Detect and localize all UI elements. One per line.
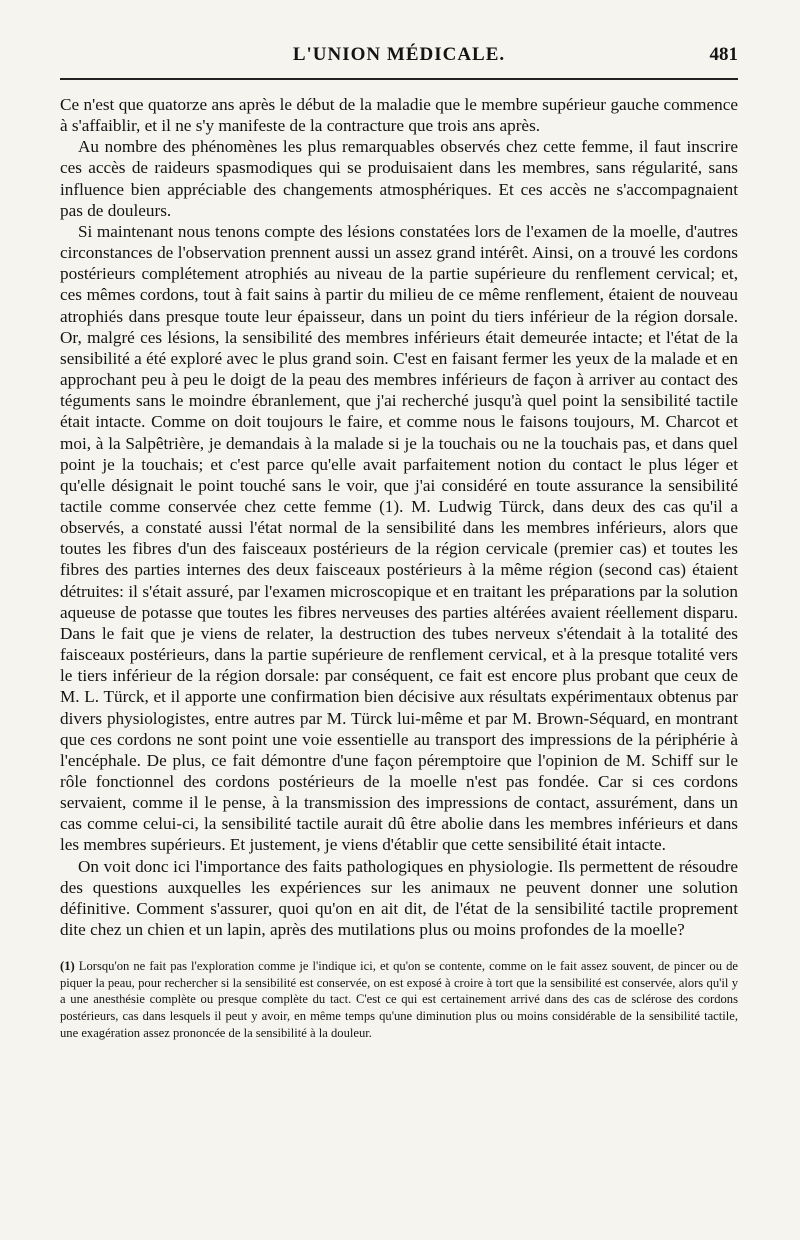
paragraph-4: On voit donc ici l'importance des faits pathologiques en physiologie. Ils permettent de résoudre des questions auxquelles les expériences sur les animaux ne peuvent donner une solution définitive. Comment s'assurer, quoi qu'on en ait dit, de l'état de la sensibilité tactile proprement dite chez un chien et un lapin, après des mutilations plus ou moins profondes de la moelle? (60, 856, 738, 940)
page-number: 481 (709, 44, 738, 65)
footnote-text: Lorsqu'on ne fait pas l'exploration comme je l'indique ici, et qu'on se contente, comme on le fait assez souvent, de pincer ou de piquer la peau, pour rechercher si la sensibilité est conservée, on est exposé à croire à tort que la sensibilité est conservée, alors qu'il y a une anesthésie complète ou presque complète du tact. C'est ce qui est certainement arrivé dans des cas de sclérose des cordons postérieurs, cas dans lesquels il peut y avoir, en même temps qu'une diminution plus ou moins considérable de la sensibilité tactile, une exagération assez prononcée de la sensibilité à la douleur. (60, 959, 738, 1040)
footnote-marker: (1) (60, 959, 79, 974)
paragraph-1: Ce n'est que quatorze ans après le début de la maladie que le membre supérieur gauche commence à s'affaiblir, et il ne s'y manifeste de la contracture que trois ans après. (60, 95, 738, 136)
footnote (60, 958, 738, 1041)
header-rule (60, 78, 738, 80)
paragraph-3: Si maintenant nous tenons compte des lésions constatées lors de l'examen de la moelle, d'autres circonstances de l'observation prennent aussi un assez grand intérêt. Ainsi, on a trouvé les cordons postérieurs complétement atrophiés au niveau de la partie supérieure du renflement cervical; et, ces mêmes cordons, tout à fait sains à partir du milieu de ce même renflement, étaient de nouveau atrophiés dans presque toute leur épaisseur, dans un point du tiers inférieur de la région dorsale. Or, malgré ces lésions, la sensibilité des membres inférieurs était demeurée intacte; et l'état de la sensibilité a été exploré avec le plus grand soin. C'est en faisant fermer les yeux de la malade et en approchant peu à peu le doigt de la peau des membres inférieurs de façon à arriver au contact des téguments sans le moindre ébranlement, que j'ai recherché jusqu'à quel point la sensibilité tactile était intacte. Comme on doit toujours le faire, et comme nous le faisons toujours, M. Charcot et moi, à la Salpêtrière, je demandais à la malade si je la touchais ou ne la touchais pas, et dans quel point je la touchais; et c'est parce qu'elle avait parfaitement notion du contact le plus léger et qu'elle désignait le point touché sans le voir, que j'ai considéré en toute assurance la sensibilité tactile comme conservée chez cette femme (1). M. Ludwig Türck, dans deux des cas qu'il a observés, a constaté aussi l'état normal de la sensibilité dans les membres inférieurs, alors que toutes les fibres d'un des faisceaux postérieurs de la région cervicale (premier cas) et toutes les fibres des parties internes des deux faisceaux postérieurs à la même région (second cas) étaient détruites: il s'était assuré, par l'examen microscopique et en traitant les préparations par la solution aqueuse de potasse que toutes les fibres nerveuses des parties altérées avaient réellement disparu. Dans le fait que je viens de relater, la destruction des tubes nerveux s'étendait à la totalité des faisceaux postérieurs, dans la partie supérieure de renflement cervical, et à la presque totalité vers le tiers inférieur de la région dorsale: par conséquent, ce fait est encore plus probant que ceux de M. L. Türck, et il apporte une confirmation bien décisive aux résultats expérimentaux obtenus par divers physiologistes, entre autres par M. Türck lui-même et par M. Brown-Séquard, en montrant que ces cordons ne sont point une voie essentielle au transport des impressions de la périphérie à l'encéphale. De plus, ce fait démontre d'une façon péremptoire que l'opinion de M. Schiff sur le rôle fonctionnel des cordons postérieurs de la moelle n'est pas fondée. Car si ces cordons servaient, comme il le pense, à la transmission des impressions de contact, assurément, dans un cas comme celui-ci, la sensibilité tactile aurait dû être abolie dans les membres inférieurs et dans les membres supérieurs. Et justement, je viens d'établir que cette sensibilité était intacte. (60, 221, 738, 855)
body-text (60, 94, 738, 940)
paragraph-2: Au nombre des phénomènes les plus remarquables observés chez cette femme, il faut inscrire ces accès de raideurs spasmodiques qui se produisaient dans les membres, sans régularité, sans influence bien appréciable des changements atmosphériques. Et ces accès ne s'accompagnaient pas de douleurs. (60, 137, 738, 220)
journal-title: L'UNION MÉDICALE. (292, 44, 506, 65)
running-header (60, 44, 738, 74)
